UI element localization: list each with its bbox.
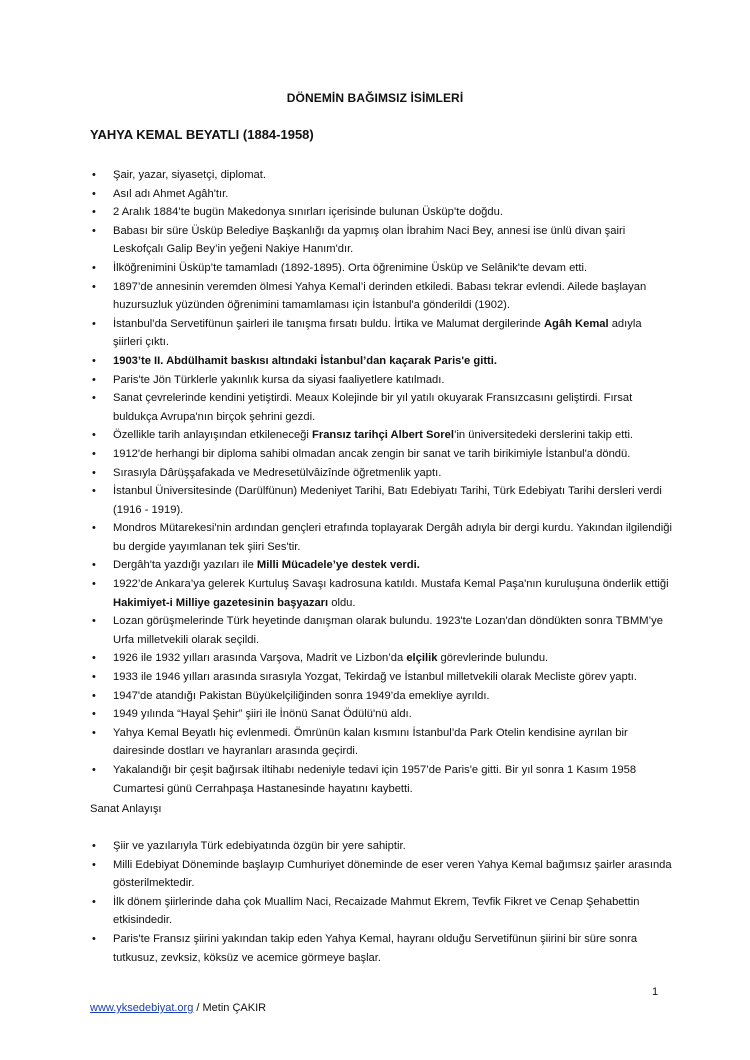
item-text: Milli Edebiyat Döneminde başlayıp Cumhuriyet döneminde de eser veren Yahya Kemal bağımsız şairler arasında gösterilmektedir. bbox=[113, 858, 672, 890]
item-text: Babası bir süre Üsküp Belediye Başkanlığı da yapmış olan İbrahim Naci Bey, annesi ise ünlü divan şairi Leskofçalı Galip Bey’in yeğeni Nakiye Hanım'dır. bbox=[113, 224, 626, 256]
item-text: 1933 ile 1946 yılları arasında sırasıyla Yozgat, Tekirdağ ve İstanbul milletvekili olarak Mecliste görev yaptı. bbox=[113, 671, 638, 684]
item-text: adıyla şiirleri çıktı. bbox=[113, 317, 642, 349]
bullet-icon: • bbox=[92, 224, 96, 237]
bullet-icon: • bbox=[92, 840, 96, 852]
bullet-icon: • bbox=[92, 261, 96, 274]
item-text: Şair, yazar, siyasetçi, diplomat. bbox=[113, 169, 266, 181]
footer-link[interactable]: www.yksedebiyat.org bbox=[90, 1002, 194, 1014]
bullet-icon: • bbox=[92, 280, 96, 293]
bullet-icon: • bbox=[92, 485, 96, 498]
bold-text: 1903’te II. Abdülhamit baskısı altındaki İstanbul’dan kaçarak Paris'e gitti. bbox=[113, 354, 497, 367]
item-text: 1949 yılında “Hayal Şehir” şiiri ile İnönü Sanat Ödülü'nü aldı. bbox=[113, 708, 412, 721]
list-item bbox=[92, 575, 672, 612]
bullet-icon: • bbox=[92, 206, 96, 219]
list-item bbox=[92, 668, 672, 687]
bullet-icon: • bbox=[92, 932, 96, 945]
sanat-heading: Sanat Anlayışı bbox=[90, 803, 162, 815]
bullet-icon: • bbox=[92, 615, 96, 628]
bullet-icon: • bbox=[92, 578, 96, 591]
bullet-icon: • bbox=[92, 169, 96, 181]
footer-author: / Metin ÇAKIR bbox=[193, 1002, 267, 1014]
item-text: Yakalandığı bir çeşit bağırsak iltihabı nedeniyle tedavi için 1957’de Paris'e gitti. Bir yıl sonra 1 Kasım 1958 Cumartesi günü Cerrahpaşa Hastanesinde hayatını kaybetti. bbox=[113, 764, 637, 795]
bullet-icon: • bbox=[92, 354, 96, 367]
bullet-icon: • bbox=[92, 317, 96, 330]
list-item bbox=[92, 893, 672, 930]
item-text: 1947'de atandığı Pakistan Büyükelçiliğinden sonra 1949’da emekliye ayrıldı. bbox=[113, 689, 490, 702]
bullet-icon: • bbox=[92, 447, 96, 460]
item-text: 2 Aralık 1884’te bugün Makedonya sınırları içerisinde bulunan Üsküp’te doğdu. bbox=[113, 206, 503, 219]
item-text: İlköğrenimini Üsküp’te tamamladı (1892-1895). Orta öğrenimine Üsküp ve Selânik'te devam etti. bbox=[113, 261, 588, 274]
item-text: Mondros Mütarekesi'nin ardından gençleri etrafında toplayarak Dergâh adıyla bir dergi kurdu. Yakından ilgilendiği bu dergide yayımlanan tek şiiri Ses'tir. bbox=[113, 522, 672, 553]
bullet-icon: • bbox=[92, 708, 96, 721]
bullet-icon: • bbox=[92, 187, 96, 200]
bullet-icon: • bbox=[92, 373, 96, 386]
list-item bbox=[92, 556, 672, 575]
bullet-icon: • bbox=[92, 652, 96, 665]
list-item bbox=[92, 203, 672, 222]
item-text: Özellikle tarih anlayışından etkileneceği bbox=[113, 429, 312, 442]
bullet-icon: • bbox=[92, 726, 96, 739]
item-text: Yahya Kemal Beyatlı hiç evlenmedi. Ömrünün kalan kısmını İstanbul’da Park Otelin kendisine ayrılan bir dairesinde dostları ve hayranları arasında geçirdi. bbox=[113, 726, 628, 758]
bullet-icon: • bbox=[92, 671, 96, 684]
list-item bbox=[92, 278, 672, 315]
list-item bbox=[92, 259, 672, 278]
bullet-icon: • bbox=[92, 895, 96, 908]
bullet-icon: • bbox=[92, 689, 96, 702]
item-text: Paris'te Fransız şiirini yakından takip eden Yahya Kemal, hayranı olduğu Servetifünun şiirini bir süre sonra tutkusuz, zevksiz, köksüz ve acemice görmeye başlar. bbox=[113, 932, 638, 964]
item-text: görevlerinde bulundu. bbox=[437, 652, 549, 665]
list-item bbox=[92, 856, 672, 893]
list-item bbox=[92, 724, 672, 761]
item-text: 1912'de herhangi bir diploma sahibi olmadan ancak zengin bir sanat ve tarih birikimiyle İstanbul'a döndü. bbox=[113, 447, 631, 460]
page-number: 1 bbox=[652, 986, 659, 998]
item-text: İstanbul’da Servetifünun şairleri ile tanışma fırsatı buldu. İrtika ve Malumat dergilerinde bbox=[113, 317, 544, 330]
item-text: Şiir ve yazılarıyla Türk edebiyatında özgün bir yere sahiptir. bbox=[113, 840, 406, 852]
list-item bbox=[92, 222, 672, 259]
item-text: Paris'te Jön Türklerle yakınlık kursa da siyasi faaliyetlere katılmadı. bbox=[113, 373, 445, 386]
section-title: YAHYA KEMAL BEYATLI (1884-1958) bbox=[90, 127, 314, 142]
bold-text: Milli Mücadele’ye destek verdi. bbox=[256, 559, 420, 572]
list-item bbox=[92, 612, 672, 649]
bold-text: elçilik bbox=[406, 652, 438, 665]
bullet-icon: • bbox=[92, 429, 96, 442]
list-item bbox=[92, 352, 672, 371]
list-item bbox=[92, 837, 672, 856]
bold-text: Hakimiyet-i Milliye gazetesinin başyazarı bbox=[113, 596, 329, 609]
item-text: İstanbul Üniversitesinde (Darülfünun) Medeniyet Tarihi, Batı Edebiyatı Tarihi, Türk Edebiyatı Tarihi dersleri verdi (1916 - 1919). bbox=[113, 485, 662, 516]
item-text: Lozan görüşmelerinde Türk heyetinde danışman olarak bulundu. 1923'te Lozan'dan döndükten sonra TBMM’ye Urfa milletvekili olarak seçildi. bbox=[113, 615, 663, 646]
footer bbox=[90, 1002, 266, 1014]
list-item bbox=[92, 705, 672, 724]
page-title: DÖNEMİN BAĞIMSIZ İSİMLERİ bbox=[286, 91, 464, 105]
bold-text: Agâh Kemal bbox=[543, 317, 609, 330]
bullet-icon: • bbox=[92, 466, 96, 479]
sanat-list bbox=[92, 837, 672, 967]
list-item bbox=[92, 315, 672, 352]
list-item bbox=[92, 166, 672, 185]
bullet-icon: • bbox=[92, 559, 96, 572]
list-item bbox=[92, 930, 672, 967]
item-text: 1897’de annesinin veremden ölmesi Yahya Kemal’i derinden etkiledi. Babası tekrar evlendi. Ailede başlayan huzursuzluk yüzünden öğrenimini tamamlaması için İstanbul'a gönderildi (1902). bbox=[113, 280, 647, 312]
item-text: 1926 ile 1932 yılları arasında Varşova, Madrit ve Lizbon’da bbox=[113, 652, 407, 665]
biography-list bbox=[92, 166, 672, 798]
list-item bbox=[92, 519, 672, 556]
item-text: Sırasıyla Dârüşşafakada ve Medresetülvâizînde öğretmenlik yaptı. bbox=[113, 466, 442, 479]
item-text: İlk dönem şiirlerinde daha çok Muallim Naci, Recaizade Mahmut Ekrem, Tevfik Fikret ve Cenap Şehabettin etkisindedir. bbox=[113, 895, 640, 927]
list-item bbox=[92, 185, 672, 204]
bullet-icon: • bbox=[92, 392, 96, 405]
item-text: 1922’de Ankara’ya gelerek Kurtuluş Savaşı kadrosuna katıldı. Mustafa Kemal Paşa'nın kuruluşuna önderlik ettiği bbox=[113, 578, 669, 591]
list-item bbox=[92, 687, 672, 706]
list-item bbox=[92, 649, 672, 668]
bullet-icon: • bbox=[92, 764, 96, 776]
item-text: Sanat çevrelerinde kendini yetiştirdi. Meaux Kolejinde bir yıl yatılı okuyarak Fransızcasını geliştirdi. Fırsat buldukça Avrupa'nın birçok şehrini gezdi. bbox=[113, 392, 633, 423]
list-item bbox=[92, 389, 672, 426]
bold-text: Fransız tarihçi Albert Sorel bbox=[312, 429, 454, 442]
list-item bbox=[92, 482, 672, 519]
item-text: ’in üniversitedeki derslerini takip etti. bbox=[453, 429, 634, 442]
list-item bbox=[92, 426, 672, 445]
item-text: Asıl adı Ahmet Agâh'tır. bbox=[113, 187, 229, 200]
list-item bbox=[92, 371, 672, 390]
bullet-icon: • bbox=[92, 522, 96, 535]
list-item bbox=[92, 761, 672, 798]
list-item bbox=[92, 445, 672, 464]
bullet-icon: • bbox=[92, 858, 96, 871]
item-text: Dergâh'ta yazdığı yazıları ile bbox=[113, 559, 257, 572]
item-text: oldu. bbox=[328, 596, 356, 609]
list-item bbox=[92, 464, 672, 483]
